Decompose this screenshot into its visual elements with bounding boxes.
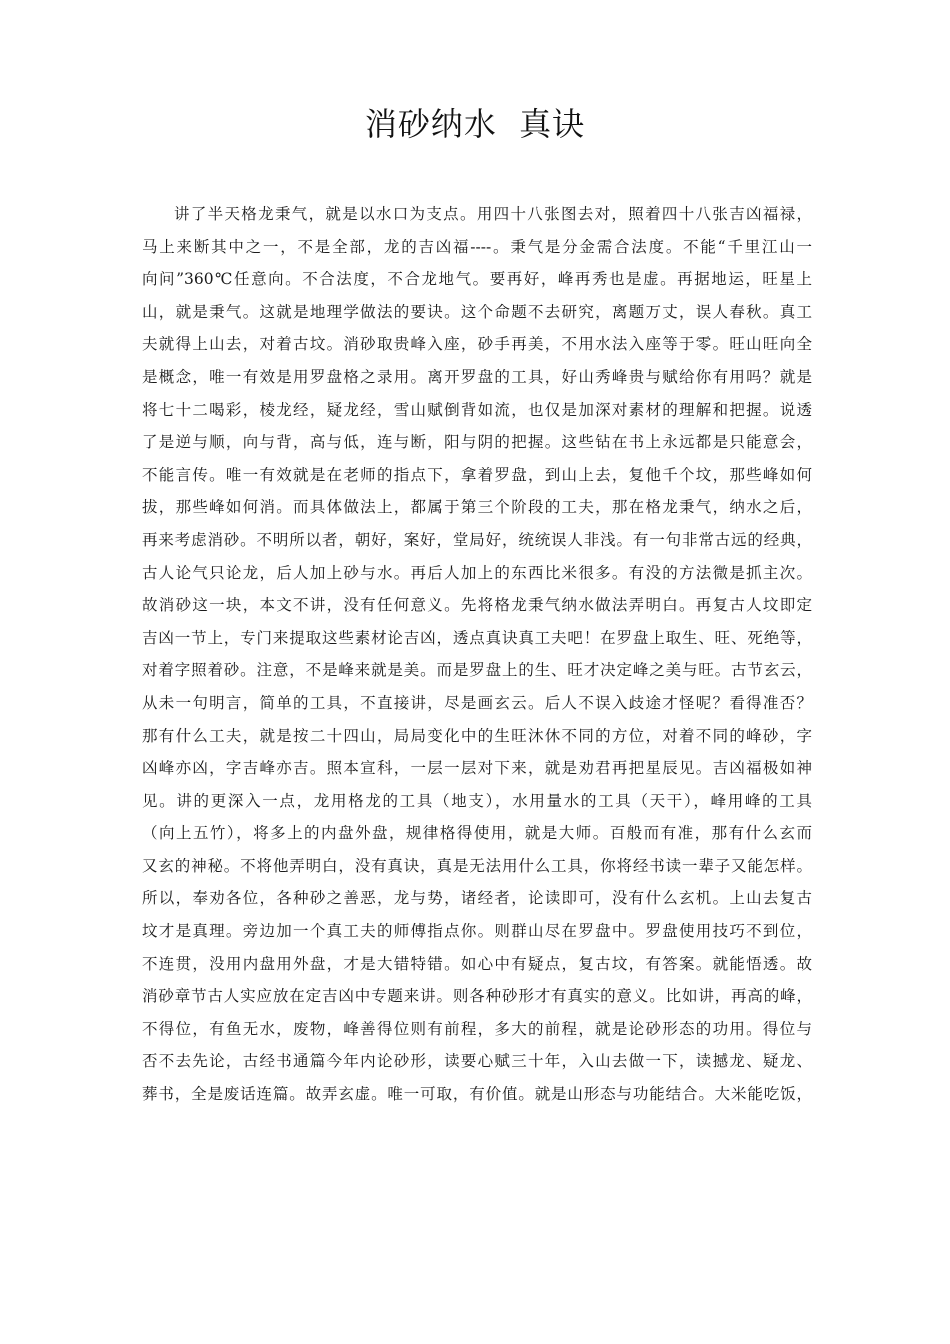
paragraph-line: 坟才是真理。旁边加一个真工夫的师傅指点你。则群山尽在罗盘中。罗盘使用技巧不到位， xyxy=(142,922,812,941)
paragraph-line: 夫就得上山去，对着古坟。消砂取贵峰入座，砂手再美，不用水法入座等于零。旺山旺向全 xyxy=(142,335,812,354)
paragraph-line: 故消砂这一块，本文不讲，没有任何意义。先将格龙秉气纳水做法弄明白。再复古人坟即定 xyxy=(142,596,812,615)
paragraph-line: 否不去先论，古经书通篇今年内论砂形，读要心赋三十年，入山去做一下，读撼龙、疑龙、 xyxy=(142,1052,812,1071)
paragraph-line: 葬书，全是废话连篇。故弄玄虚。唯一可取，有价值。就是山形态与功能结合。大米能吃饭， xyxy=(142,1085,812,1104)
paragraph-line: 那有什么工夫，就是按二十四山，局局变化中的生旺沐休不同的方位，对着不同的峰砂，字 xyxy=(142,726,812,745)
paragraph-line: 对着字照着砂。注意，不是峰来就是美。而是罗盘上的生、旺才决定峰之美与旺。古节玄云， xyxy=(142,661,812,680)
paragraph-line: 再来考虑消砂。不明所以者，朝好，案好，堂局好，统统误人非浅。有一句非常古远的经典， xyxy=(142,530,812,549)
paragraph-line: 讲了半天格龙秉气，就是以水口为支点。用四十八张图去对，照着四十八张吉凶福禄， xyxy=(174,205,812,223)
paragraph-line: 见。讲的更深入一点，龙用格龙的工具（地支），水用量水的工具（天干），峰用峰的工具 xyxy=(142,791,812,810)
paragraph-line: 拔，那些峰如何消。而具体做法上，都属于第三个阶段的工夫，那在格龙秉气，纳水之后， xyxy=(142,498,812,517)
paragraph-line: 向问”360℃任意向。不合法度，不合龙地气。要再好，峰再秀也是虚。再据地运，旺星上 xyxy=(142,270,812,289)
paragraph-line: 又玄的神秘。不将他弄明白，没有真诀，真是无法用什么工具，你将经书读一辈子又能怎样。 xyxy=(142,856,812,875)
paragraph-line: 古人论气只论龙，后人加上砂与水。再后人加上的东西比米很多。有没的方法微是抓主次。 xyxy=(142,563,812,582)
document-body xyxy=(142,198,812,1111)
document-title: 消砂纳水 真诀 xyxy=(364,105,586,143)
paragraph-line: 消砂章节古人实应放在定吉凶中专题来讲。则各种砂形才有真实的意义。比如讲，再高的峰， xyxy=(142,987,812,1006)
paragraph-line: 凶峰亦凶，字吉峰亦吉。照本宣科，一层一层对下来，就是劝君再把星辰见。吉凶福极如神 xyxy=(142,759,812,778)
paragraph-line: 将七十二喝彩，棱龙经，疑龙经，雪山赋倒背如流，也仅是加深对素材的理解和把握。说透 xyxy=(142,400,812,419)
paragraph-line: （向上五竹），将多上的内盘外盘，规律格得使用，就是大师。百般而有准，那有什么玄而 xyxy=(142,824,812,843)
paragraph-line: 马上来断其中之一，不是全部，龙的吉凶福----。秉气是分金需合法度。不能“千里江山一 xyxy=(142,237,812,256)
paragraph-line: 所以，奉劝各位，各种砂之善恶，龙与势，诸经者，论读即可，没有什么玄机。上山去复古 xyxy=(142,889,812,908)
paragraph-line: 了是逆与顺，向与背，高与低，连与断，阳与阴的把握。这些钻在书上永远都是只能意会， xyxy=(142,433,812,452)
paragraph-line: 不连贯，没用内盘用外盘，才是大错特错。如心中有疑点，复古坟，有答案。就能悟透。故 xyxy=(142,954,812,973)
paragraph-line: 从未一句明言，简单的工具，不直接讲，尽是画玄云。后人不误入歧途才怪呢？看得准否？ xyxy=(142,693,812,712)
paragraph-line: 山，就是秉气。这就是地理学做法的要诀。这个命题不去研究，离题万丈，误人春秋。真工 xyxy=(142,302,812,321)
paragraph-line: 不能言传。唯一有效就是在老师的指点下，拿着罗盘，到山上去，复他千个坟，那些峰如何 xyxy=(142,465,812,484)
paragraph-line: 是概念，唯一有效是用罗盘格之录用。离开罗盘的工具，好山秀峰贵与赋给你有用吗？就是 xyxy=(142,367,812,386)
paragraph-line: 吉凶一节上，专门来提取这些素材论吉凶，透点真诀真工夫吧！在罗盘上取生、旺、死绝等， xyxy=(142,628,812,647)
paragraph-line: 不得位，有鱼无水，废物，峰善得位则有前程，多大的前程，就是论砂形态的功用。得位与 xyxy=(142,1019,812,1038)
